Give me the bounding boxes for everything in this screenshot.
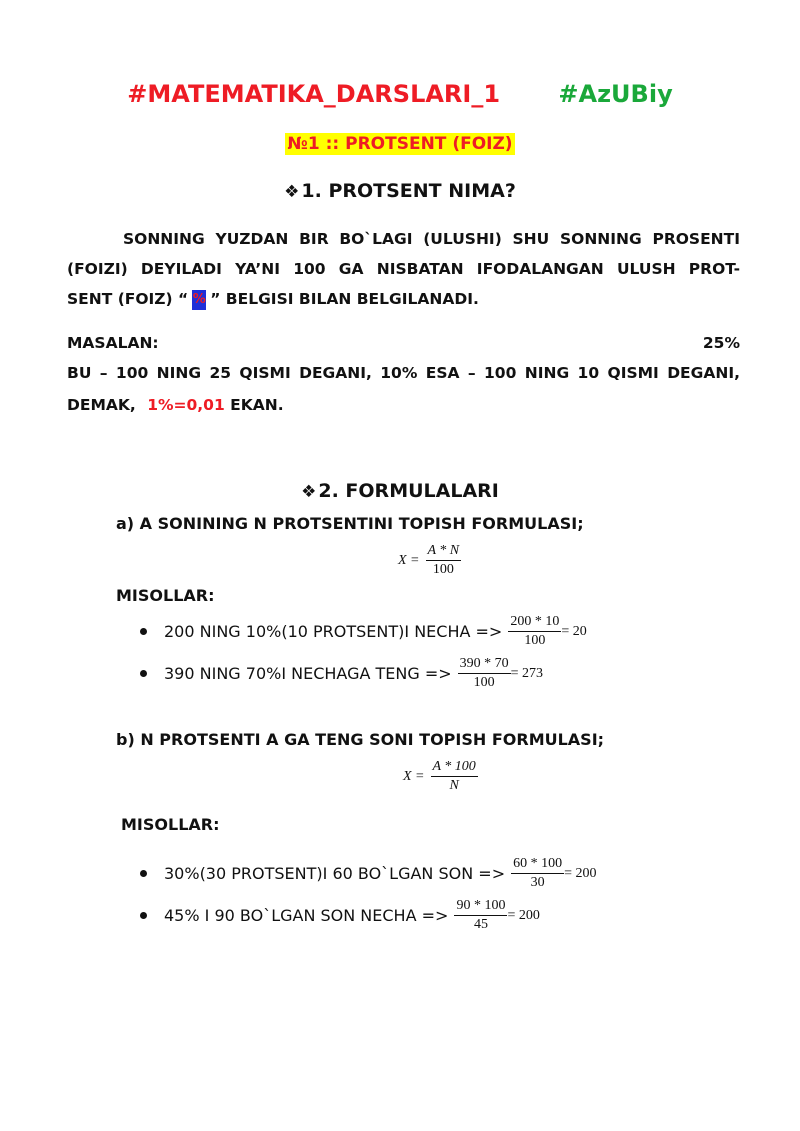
example-result: = 200 [507,907,540,923]
formula-a-denominator: 100 [432,562,454,577]
title-row [0,80,800,108]
section1-heading-text: 1. PROTSENT NIMA? [301,180,516,202]
bullet-dot-icon [140,628,147,635]
formula-b-fraction [431,759,478,794]
bullet-dot-icon [140,870,147,877]
example-denominator: 100 [524,633,546,648]
subtitle-row [0,133,800,155]
list-item [140,656,543,691]
example-result: = 200 [564,865,597,881]
formula-a-numerator: A * N [426,543,462,561]
example-text: 200 NING 10%(10 PROTSENT)I NECHA => [164,622,503,641]
definition-line-1: SONNING YUZDAN BIR BO`LAGI (ULUSHI) SHU SONNING PROSENTI [123,230,740,248]
part-a-examples-label: MISOLLAR: [116,586,215,605]
example-fraction [511,856,564,891]
formula-b-numerator: A * 100 [431,759,478,777]
title-right: #AzUBiy [558,80,673,108]
list-item [140,614,587,649]
diamond-bullet-icon: ❖ [301,482,317,502]
subtitle-highlight: №1 :: PROTSENT (FOIZ) [287,134,513,154]
part-b-examples-label: MISOLLAR: [121,815,220,834]
example-denominator: 30 [530,875,545,890]
definition-line-2: (FOIZI) DEYILADI YA’NI 100 GA NISBATAN IFODALANGAN ULUSH PROT- [67,260,740,278]
bullet-dot-icon [140,670,147,677]
example-value: 25% [702,334,740,352]
example-text: 45% I 90 BO`LGAN SON NECHA => [164,906,449,925]
percent-symbol-box: % [192,290,206,310]
example-fraction [454,898,507,933]
conclusion-start: DEMAK, [67,396,136,414]
example-result: = 273 [510,665,544,681]
definition-line-3-end: ” BELGISI BILAN BELGILANADI. [210,290,479,308]
part-b-title: b) N PROTSENTI A GA TENG SONI TOPISH FORMULASI; [116,730,605,749]
section2-heading-text: 2. FORMULALARI [318,480,499,502]
example-numerator: 90 * 100 [454,898,507,916]
section1-heading [0,180,800,202]
example-denominator: 45 [473,917,488,932]
formula-b-lhs: X = [403,768,425,784]
formula-a-fraction [426,543,462,578]
example-fraction [458,656,511,691]
part-a-title: a) A SONINING N PROTSENTINI TOPISH FORMULASI; [116,514,584,533]
title-left: #MATEMATIKA_DARSLARI_1 [127,80,501,108]
section2-heading [0,480,800,502]
conclusion-highlight: 1%=0,01 [147,396,225,414]
part-a-formula [398,543,461,578]
definition-line-3-start: SENT (FOIZ) “ [67,290,189,308]
conclusion-end: EKAN. [230,396,284,414]
example-text: 390 NING 70%I NECHAGA TENG => [164,664,452,683]
list-item [140,856,597,891]
example-line-2: BU – 100 NING 25 QISMI DEGANI, 10% ESA – 100 NING 10 QISMI DEGANI, [67,364,740,382]
example-label: MASALAN: [67,334,159,352]
example-denominator: 100 [473,675,495,690]
example-numerator: 60 * 100 [511,856,564,874]
example-numerator: 200 * 10 [508,614,561,632]
example-result: = 20 [561,623,587,639]
conclusion-line [67,390,740,420]
definition-line-3 [67,284,740,314]
example-numerator: 390 * 70 [458,656,511,674]
formula-a-lhs: X = [398,552,420,568]
formula-b-denominator: N [449,778,459,793]
part-b-formula [403,759,478,794]
diamond-bullet-icon: ❖ [284,182,300,202]
example-fraction [508,614,561,649]
bullet-dot-icon [140,912,147,919]
list-item [140,898,540,933]
example-line-1 [67,328,740,358]
example-text: 30%(30 PROTSENT)I 60 BO`LGAN SON => [164,864,506,883]
